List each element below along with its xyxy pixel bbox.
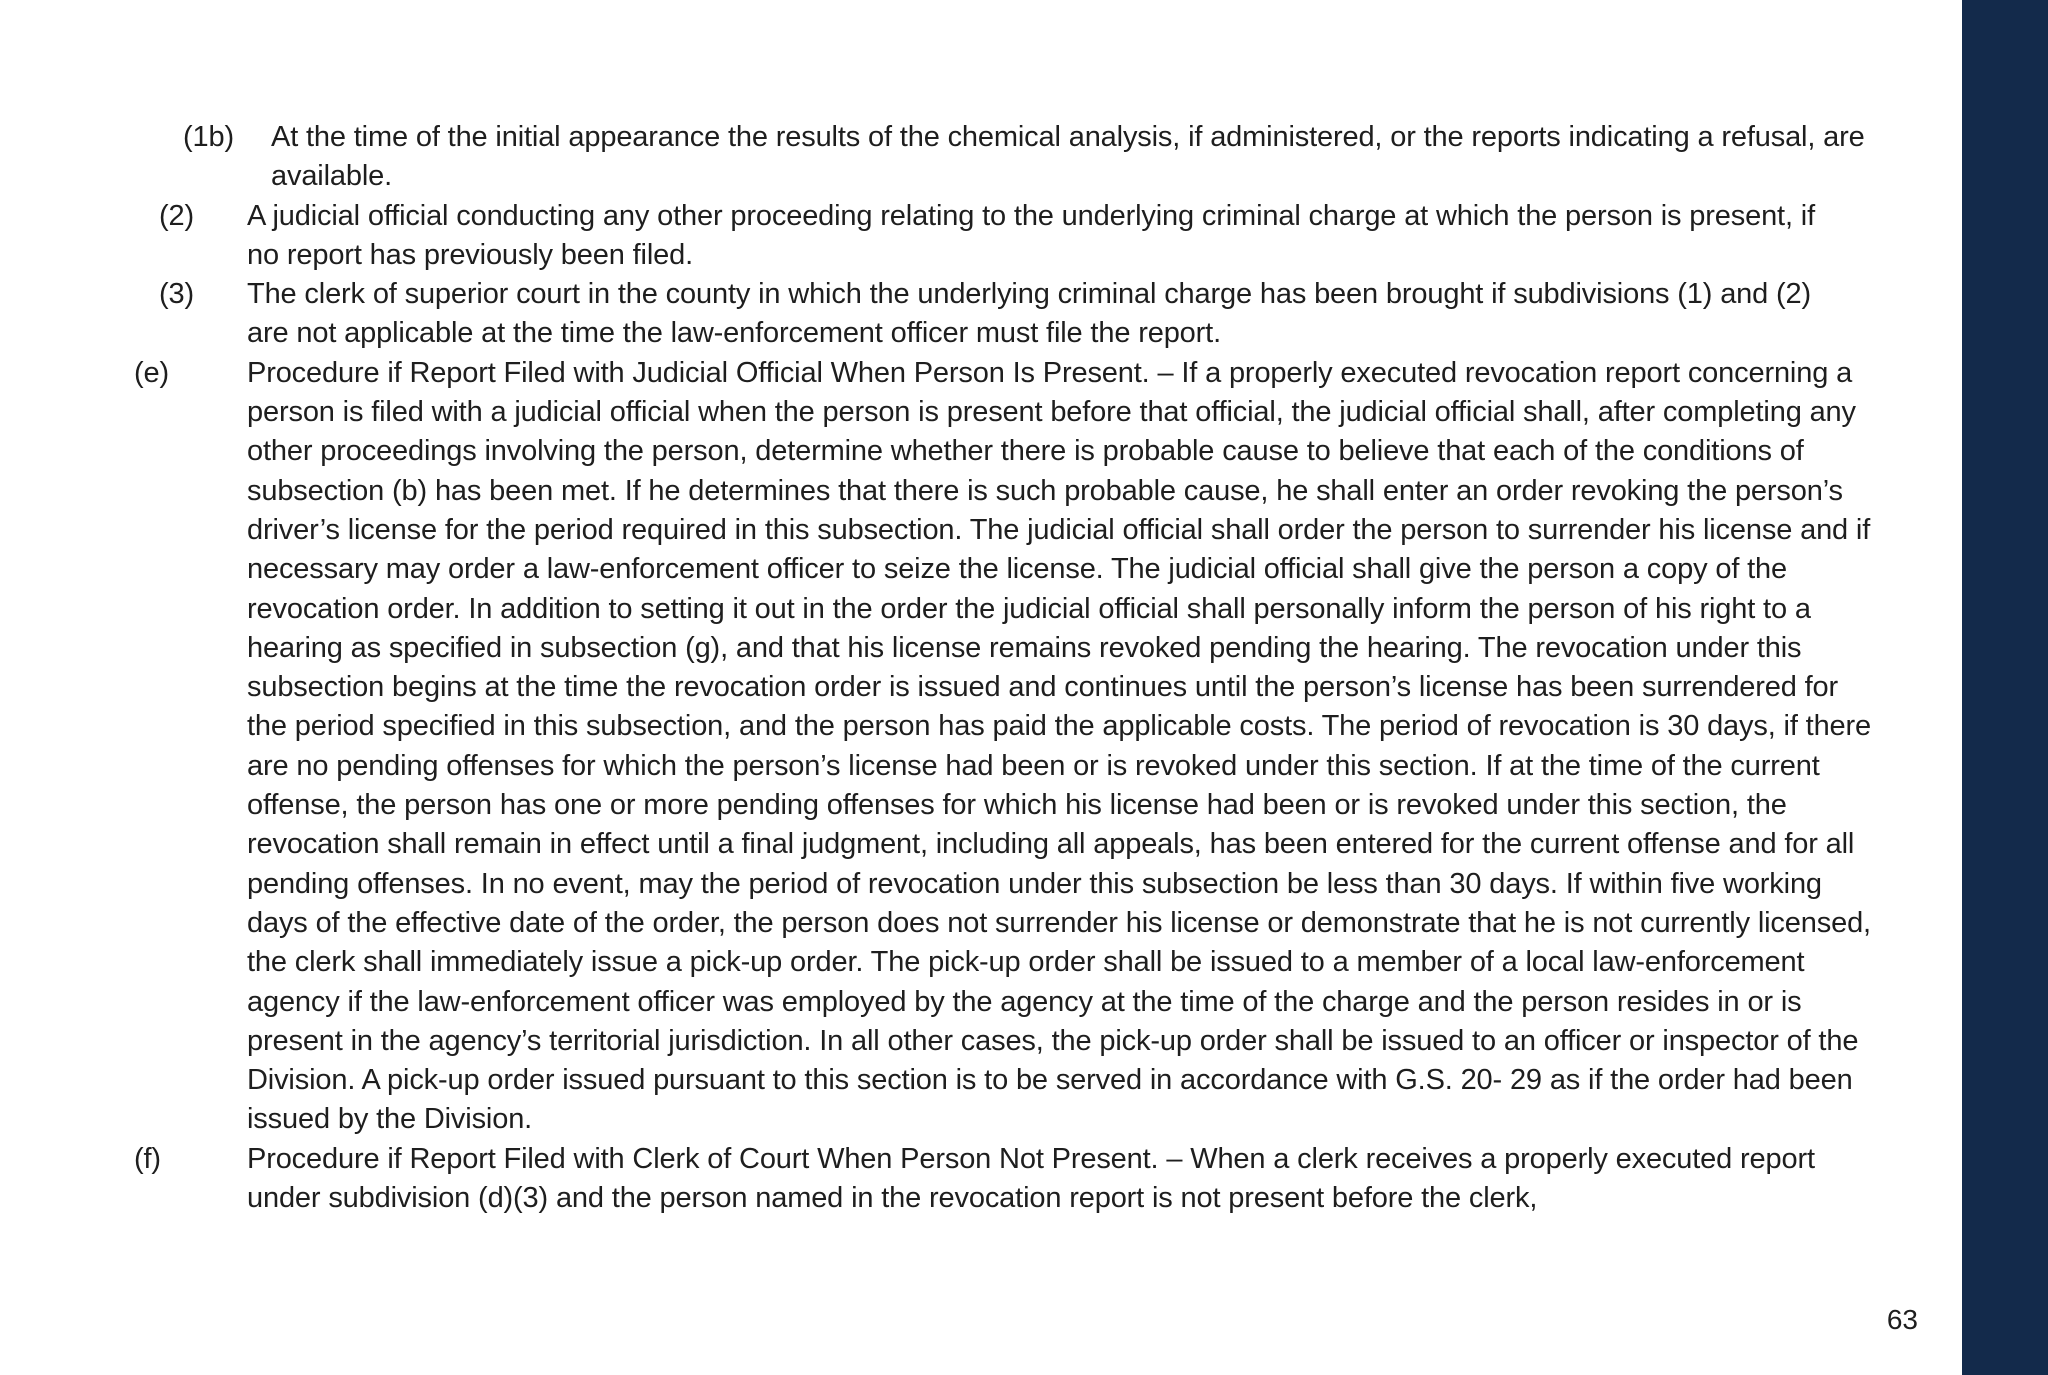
subdivision-text: At the time of the initial appearance the results of the chemical analysis, if administered, or the reports indicating a refusal, are available. bbox=[271, 121, 1865, 193]
subsection-e bbox=[0, 354, 1900, 1140]
subsection-text: Procedure if Report Filed with Judicial Official When Person Is Present. – If a properly executed revocation report concerning a person is filed with a judicial official when the person is present before that official, the judicial official shall, after completing any other proceedings involving the person, determine whether there is probable cause to believe that each of the conditions of subsection (b) has been met. If he determines that there is such probable cause, he shall enter an order revoking the person’s driver’s license for the period required in this subsection. The judicial official shall order the person to surrender his license and if necessary may order a law-enforcement officer to seize the license. The judicial official shall give the person a copy of the revocation order. In addition to setting it out in the order the judicial official shall personally inform the person of his right to a hearing as specified in subsection (g), and that his license remains revoked pending the hearing. The revocation under this subsection begins at the time the revocation order is issued and continues until the person’s license has been surrendered for the period specified in this subsection, and the person has paid the applicable costs. The period of revocation is 30 days, if there are no pending offenses for which the person’s license had been or is revoked under this section. If at the time of the current offense, the person has one or more pending offenses for which his license had been or is revoked under this section, the revocation shall remain in effect until a final judgment, including all appeals, has been entered for the current offense and for all pending offenses. In no event, may the period of revocation under this subsection be less than 30 days. If within five working days of the effective date of the order, the person does not surrender his license or demonstrate that he is not currently licensed, the clerk shall immediately issue a pick-up order. The pick-up order shall be issued to a member of a local law-enforcement agency if the law-enforcement officer was employed by the agency at the time of the charge and the person resides in or is present in the agency’s territorial jurisdiction. In all other cases, the pick-up order shall be issued to an officer or inspector of the Division. A pick-up order issued pursuant to this section is to be served in accordance with G.S. 20- 29 as if the order had been issued by the Division. bbox=[247, 356, 1872, 1136]
subdivision-2 bbox=[0, 197, 1900, 276]
subdivision-text: A judicial official conducting any other proceeding relating to the underlying criminal charge at which the person is present, if no report has previously been filed. bbox=[247, 199, 1815, 271]
sidebar-accent-bar bbox=[1962, 0, 2048, 1375]
subdivision-label: (1b) bbox=[183, 121, 234, 153]
subsection-text: Procedure if Report Filed with Clerk of Court When Person Not Present. – When a clerk receives a properly executed report under subdivision (d)(3) and the person named in the revocation report is not present before the clerk, bbox=[247, 1142, 1815, 1215]
page-number: 63 bbox=[1886, 1304, 1918, 1335]
document-body bbox=[0, 118, 1900, 1218]
subdivision-label: (2) bbox=[159, 199, 194, 232]
subsection-label: (e) bbox=[134, 356, 169, 389]
subdivision-label: (3) bbox=[159, 278, 194, 311]
subdivision-1b bbox=[0, 118, 1900, 197]
subsection-label: (f) bbox=[134, 1142, 161, 1175]
subsection-f bbox=[0, 1140, 1900, 1219]
subdivision-text: The clerk of superior court in the county in which the underlying criminal charge has been brought if subdivisions (1) and (2) are not applicable at the time the law-enforcement officer must file the report. bbox=[247, 278, 1812, 350]
subdivision-3 bbox=[0, 275, 1900, 354]
